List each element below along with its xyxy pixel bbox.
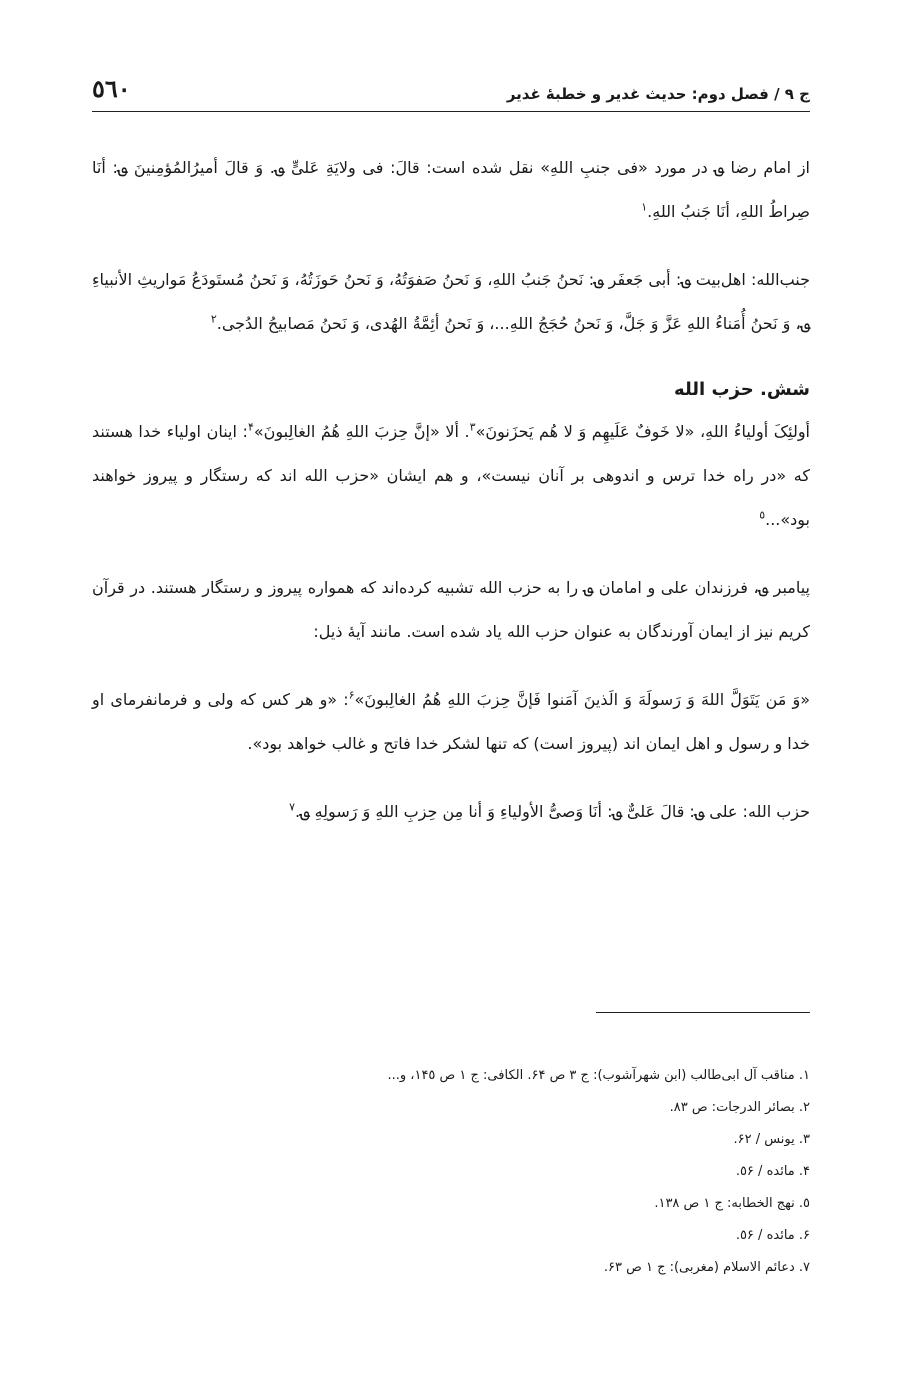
paragraph-text: حزب الله: علی ؈: قالَ عَلیٌّ ؈: أنَا وَصیُّ الأولیاءِ وَ أنا مِن حِزبِ اللهِ وَ رَسولِهِ ؈. xyxy=(295,802,810,821)
page-number: ٥٦٠ xyxy=(92,74,131,103)
footnote-item: ٣. یونس / ۶٢. xyxy=(733,1132,810,1147)
footnote-ref[interactable]: ٧ xyxy=(289,800,296,814)
paragraph-text: از امام رضا ؈ در مورد «فی جنبِ اللهِ» نقل شده است: قالَ: فی ولایَةِ عَلیٍّ ؈. وَ قالَ أمیرُالمُؤمِنینَ ؈: أنَا صِراطُ اللهِ، أنَا جَنبُ اللهِ. xyxy=(92,158,810,221)
footnote-item: ١. مناقب آل ابی‌طالب (ابن شهرآشوب): ج ٣ ص ۶۴. الکافی: ج ١ ص ١۴٥، و... xyxy=(387,1068,810,1083)
footnote-item: ۴. مائده / ٥۶. xyxy=(735,1164,810,1179)
footnote-item: ٢. بصائر الدرجات: ص ٨٣. xyxy=(669,1100,810,1115)
paragraph-awliya xyxy=(92,410,810,542)
paragraph-verse xyxy=(92,678,810,766)
body-text xyxy=(92,146,810,854)
paragraph-text: أولئِکَ أولیاءُ اللهِ، «لا خَوفٌ عَلَیهِم وَ لا هُم یَحزَنونَ» xyxy=(475,422,811,441)
running-title: ج ۹ / فصل دوم: حدیث غدیر و خطبهٔ غدیر xyxy=(506,85,810,103)
footnote-ref[interactable]: ٣ xyxy=(469,420,476,434)
paragraph-text: : «و هر کس که ولی و فرمانفرمای او خدا و رسول و اهل ایمان اند (پیروز است) که تنها لشکر خدا فاتح و غالب خواهد بود». xyxy=(92,690,810,753)
paragraph-janb-allah xyxy=(92,258,810,346)
paragraph-text: پیامبر ؈، فرزندان علی و امامان ؈ را به حزب الله تشبیه کرده‌اند که همواره پیروز و رستگار هستند. در قرآن کریم نیز از ایمان آورندگان به عنوان حزب الله یاد شده است. مانند آیهٔ ذیل: xyxy=(92,578,810,641)
footnote-divider xyxy=(596,1012,810,1013)
paragraph-imam-reza xyxy=(92,146,810,234)
section-heading: شش. حزب الله xyxy=(674,379,810,400)
footnote-ref[interactable]: ۶ xyxy=(348,688,355,702)
paragraph-hizb-ali xyxy=(92,790,810,834)
footnote-ref[interactable]: ۴ xyxy=(247,420,254,434)
footnote-ref[interactable]: ١ xyxy=(641,200,648,214)
paragraph-text: : اینان اولیاء خدا هستند که «در راه خدا ترس و اندوهی بر آنان نیست»، و هم ایشان «حزب الله اند که رستگار و پیروز خواهند بود»... xyxy=(92,422,810,529)
footnote-item: ٥. نهج الخطابه: ج ١ ص ١٣٨. xyxy=(654,1196,810,1211)
paragraph-text: جنب‌الله: اهل‌بیت ؈: أبی جَعفَر ؈: نَحنُ جَنبُ اللهِ، وَ نَحنُ صَفوَتُهُ، وَ نَحنُ حَوزَتُهُ، وَ نَحنُ مُستَودَعُ مَواریثِ الأنبیاءِ ؈، وَ نَحنُ أُمَناءُ اللهِ عَزَّ وَ جَلَّ، وَ نَحنُ حُجَجُ اللهِ...، وَ نَحنُ أئِمَّةُ الهُدی، وَ نَحنُ مَصابیحُ الدُجی. xyxy=(92,270,810,333)
paragraph-prophet xyxy=(92,566,810,654)
footnote-ref[interactable]: ٥ xyxy=(759,508,766,522)
footnote-item: ۶. مائده / ٥۶. xyxy=(735,1228,810,1243)
footnotes-list xyxy=(92,1060,810,1284)
footnote-ref[interactable]: ٢ xyxy=(210,312,217,326)
paragraph-text: . ألا «إنَّ حِزبَ اللهِ هُمُ الغالِبونَ» xyxy=(253,422,470,441)
footnote-item: ٧. دعائم الاسلام (مغربی): ج ١ ص ۶٣. xyxy=(603,1260,810,1275)
page-header xyxy=(92,68,810,112)
book-page xyxy=(92,0,810,1390)
paragraph-text: «وَ مَن یَتَوَلَّ اللهَ وَ رَسولَهَ وَ الَذینَ آمَنوا فَإنَّ حِزبَ اللهِ هُمُ الغالِبونَ» xyxy=(354,690,811,709)
